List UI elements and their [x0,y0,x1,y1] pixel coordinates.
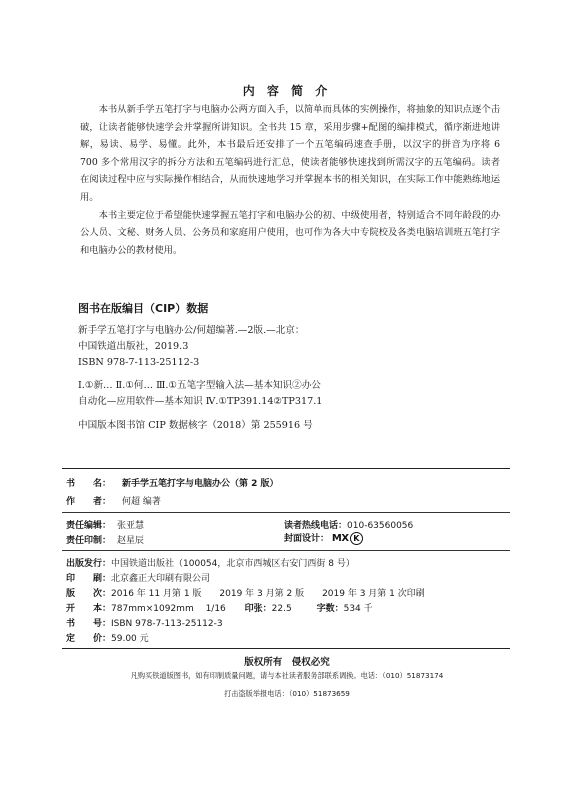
pub-row [66,556,425,571]
pub-label: 版 次： [66,589,112,599]
cip-line: 新手学五笔打字与电脑办公/何超编著.—2版.—北京： [78,325,305,336]
pub-row [66,571,425,586]
cip-line: 中国铁道出版社，2019.3 [78,341,189,352]
pub-label: 字数： [316,604,344,614]
publication-info [66,556,425,646]
pub-row [66,601,425,616]
pub-label: 定 价： [66,634,112,644]
pub-label: 开 本： [66,604,112,614]
pub-row [66,631,425,646]
divider [62,550,510,551]
intro-paragraph: 本书从新手学五笔打字与电脑办公两方面入手，以简单而具体的实例操作，将抽象的知识点逐个击破，让读者能够快速学会并掌握所讲知识。全书共 15 章，采用步骤+配图的编排模式，循序渐进地讲解，易读、易学、易懂。此外，本书最后还安排了一个五笔编码速查手册，以汉字的拼音为序将 6 700 多个常用汉字的拆分方法和五笔编码进行汇总，使读者能够快速找到所需汉字的五笔编码。读者在阅读过程中应与实际操作相结合，从而快速地学习并掌握本书的相关知识，在实际工作中能熟练地运用。 [80,104,500,203]
print-manager: 赵星辰 [117,536,145,546]
cip-title: 图书在版编目（CIP）数据 [78,302,209,315]
piracy-hotline: 打击盗版举报电话：（010）51873659 [224,689,350,698]
hotline-row [284,518,413,531]
pub-value: 中国铁道出版社（100054，北京市西城区右安门西街 8 号） [111,559,355,569]
intro-body [80,101,500,259]
divider [62,468,510,469]
pub-value: 534 千 [343,604,373,614]
cip-line: Ⅰ.①新… Ⅱ.①何… Ⅲ.①五笔字型输入法—基本知识②办公 [78,380,321,391]
quality-notice: 凡购买铁道版图书，如有印制质量问题，请与本社读者服务部联系调换。电话：（010）51873174 [130,671,444,680]
pub-value: ISBN 978-7-113-25112-3 [111,619,223,629]
pub-row [66,586,425,601]
pub-value: 2016 年 11 月第 1 版 2019 年 3 月第 2 版 2019 年 3 月第 1 次印刷 [111,589,425,599]
cover-design-label: 封面设计： [284,534,330,544]
pub-value: 787mm×1092mm 1/16 [111,604,226,614]
pub-value: 北京鑫正大印刷有限公司 [111,574,211,584]
hotline: 010-63560056 [347,521,414,531]
editor: 张亚慧 [117,521,145,531]
print-manager-label: 责任印制： [66,536,112,546]
copyright-notice: 版权所有 侵权必究 [244,657,330,668]
divider [62,512,510,513]
pub-value: 59.00 元 [111,634,149,644]
print-manager-row [66,533,144,546]
intro-paragraph: 本书主要定位于希望能快速掌握五笔打字和电脑办公的初、中级使用者，特别适合不同年龄段的办公人员、文秘、财务人员、公务员和家庭用户使用，也可作为各大中专院校及各类电脑培训班五笔打字和电脑办公的教材使用。 [80,209,500,256]
cip-classification [78,378,518,410]
divider [62,648,510,649]
editor-label: 责任编辑： [66,521,112,531]
cip-line: 自动化—应用软件—基本知识 Ⅳ.①TP391.14②TP317.1 [78,396,323,407]
designer-logo: MX K [332,532,363,545]
pub-row [66,616,425,631]
author: 何超 编著 [122,497,161,507]
pub-label: 出版发行： [66,559,112,569]
cip-line: ISBN 978-7-113-25112-3 [78,357,200,368]
hotline-label: 读者热线电话： [284,521,348,531]
pub-label: 印张： [244,604,272,614]
intro-heading: 内 容 简 介 [242,84,332,98]
book-title: 新手学五笔打字与电脑办公（第 2 版） [122,479,279,489]
cip-block [78,323,518,371]
author-row [66,494,161,507]
book-title-label: 书 名： [66,479,112,489]
pub-value: 22.5 [271,604,292,614]
author-label: 作 者： [66,497,112,507]
cover-design-row [284,531,363,545]
cip-line: 中国版本图书馆 CIP 数据核字（2018）第 255916 号 [78,420,313,431]
cip-record [78,418,518,434]
book-title-row [66,476,279,489]
pub-label: 书 号： [66,619,112,629]
pub-label: 印 刷： [66,574,112,584]
editor-row [66,518,144,531]
